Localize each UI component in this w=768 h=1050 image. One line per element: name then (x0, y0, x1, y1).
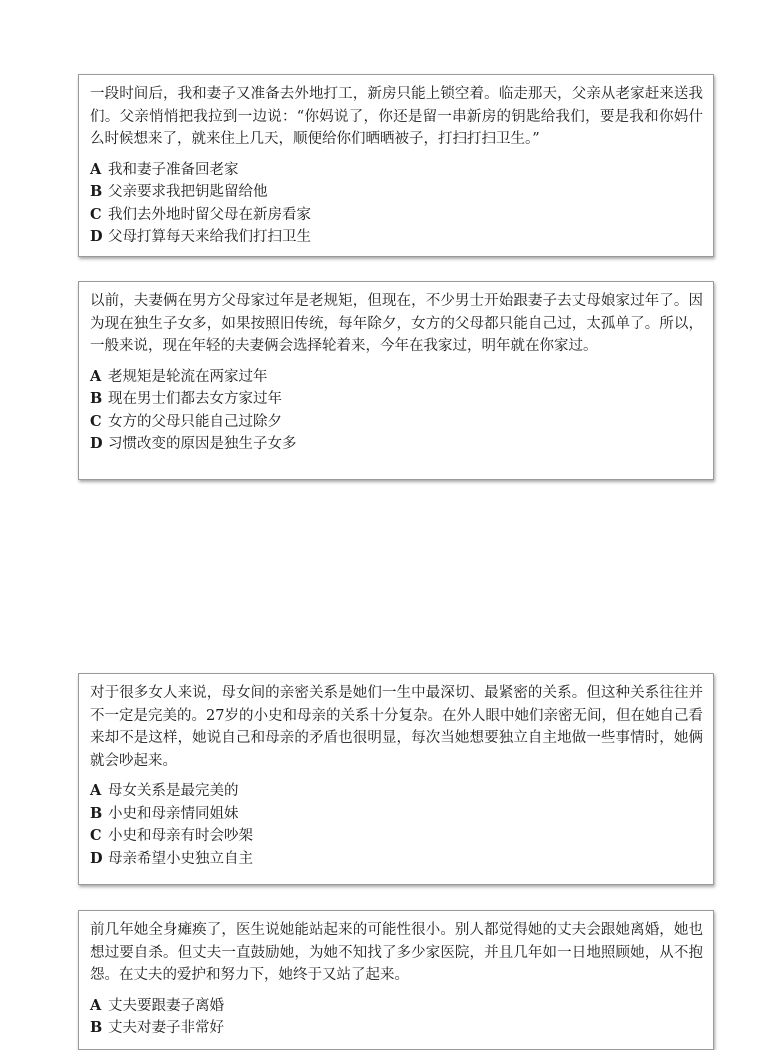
option-text: 小史和母亲情同姐妹 (108, 805, 239, 822)
option-b[interactable] (90, 1017, 703, 1040)
answer-options (90, 366, 703, 456)
option-letter: C (90, 205, 102, 223)
option-letter: A (90, 160, 102, 178)
option-d[interactable] (90, 433, 703, 456)
option-text: 小史和母亲有时会吵架 (108, 828, 253, 844)
option-text: 女方的父母只能自己过除夕 (108, 413, 282, 430)
passage-text: 对于很多女人来说，母女间的亲密关系是她们一生中最深切、最紧密的关系。但这种关系往往并不一定是完美的。27岁的小史和母亲的关系十分复杂。在外人眼中她们亲密无间，但在她自己看来却不是这样，她说自己和母亲的矛盾也很明显，每次当她想要独立自主地做一些事情时，她俩就会吵起来。 (90, 685, 703, 769)
option-letter: C (90, 827, 102, 844)
option-letter: A (90, 782, 102, 799)
option-letter: B (90, 1019, 103, 1036)
option-text: 母女关系是最完美的 (108, 783, 239, 799)
option-a[interactable] (90, 780, 703, 803)
option-text: 现在男士们都去女方家过年 (108, 391, 282, 407)
option-letter: A (90, 996, 102, 1014)
option-b[interactable] (90, 181, 703, 204)
option-c[interactable] (90, 411, 703, 434)
option-a[interactable] (90, 995, 703, 1018)
option-text: 母亲希望小史独立自主 (108, 850, 253, 867)
option-letter: B (90, 804, 103, 822)
question-card-4 (78, 910, 714, 1050)
option-letter: D (90, 435, 103, 452)
question-card-3 (78, 673, 714, 885)
option-letter: D (90, 228, 103, 245)
passage-text: 一段时间后，我和妻子又准备去外地打工，新房只能上锁空着。临走那天，父亲从老家赶来送我们。父亲悄悄把我拉到一边说：“你妈说了，你还是留一串新房的钥匙给我们，要是我和你妈什么时候想来了，就来住上几天，顺便给你们晒晒被子，打扫打扫卫生。” (90, 86, 703, 147)
option-a[interactable] (90, 159, 703, 182)
option-text: 父亲要求我把钥匙留给他 (108, 184, 268, 200)
option-text: 丈夫对妻子非常好 (108, 1020, 224, 1036)
option-b[interactable] (90, 803, 703, 826)
option-text: 我们去外地时留父母在新房看家 (108, 206, 311, 223)
option-text: 我和妻子准备回老家 (108, 161, 239, 178)
option-letter: D (90, 849, 103, 867)
question-card-1 (78, 74, 714, 257)
option-d[interactable] (90, 226, 703, 249)
answer-options (90, 995, 703, 1040)
option-text: 丈夫要跟妻子离婚 (108, 997, 224, 1014)
option-text: 习惯改变的原因是独生子女多 (108, 436, 297, 452)
option-letter: A (90, 367, 102, 385)
answer-options (90, 159, 703, 249)
option-text: 父母打算每天来给我们打扫卫生 (108, 229, 311, 245)
question-card-2 (78, 281, 714, 480)
option-d[interactable] (90, 848, 703, 871)
option-letter: B (90, 390, 103, 407)
passage-text: 以前，夫妻俩在男方父母家过年是老规矩，但现在，不少男士开始跟妻子去丈母娘家过年了。因为现在独生子女多，如果按照旧传统，每年除夕，女方的父母都只能自己过，太孤单了。所以，一般来说，现在年轻的夫妻俩会选择轮着来，今年在我家过，明年就在你家过。 (90, 293, 703, 354)
option-letter: C (90, 412, 102, 430)
option-letter: B (90, 183, 103, 200)
option-c[interactable] (90, 204, 703, 227)
answer-options (90, 780, 703, 870)
option-text: 老规矩是轮流在两家过年 (108, 368, 268, 385)
option-a[interactable] (90, 366, 703, 389)
passage-text: 前几年她全身瘫痪了，医生说她能站起来的可能性很小。别人都觉得她的丈夫会跟她离婚，她也想过要自杀。但丈夫一直鼓励她，为她不知找了多少家医院，并且几年如一日地照顾她，从不抱怨。在丈夫的爱护和努力下，她终于又站了起来。 (90, 922, 703, 983)
option-c[interactable] (90, 825, 703, 848)
option-b[interactable] (90, 388, 703, 411)
